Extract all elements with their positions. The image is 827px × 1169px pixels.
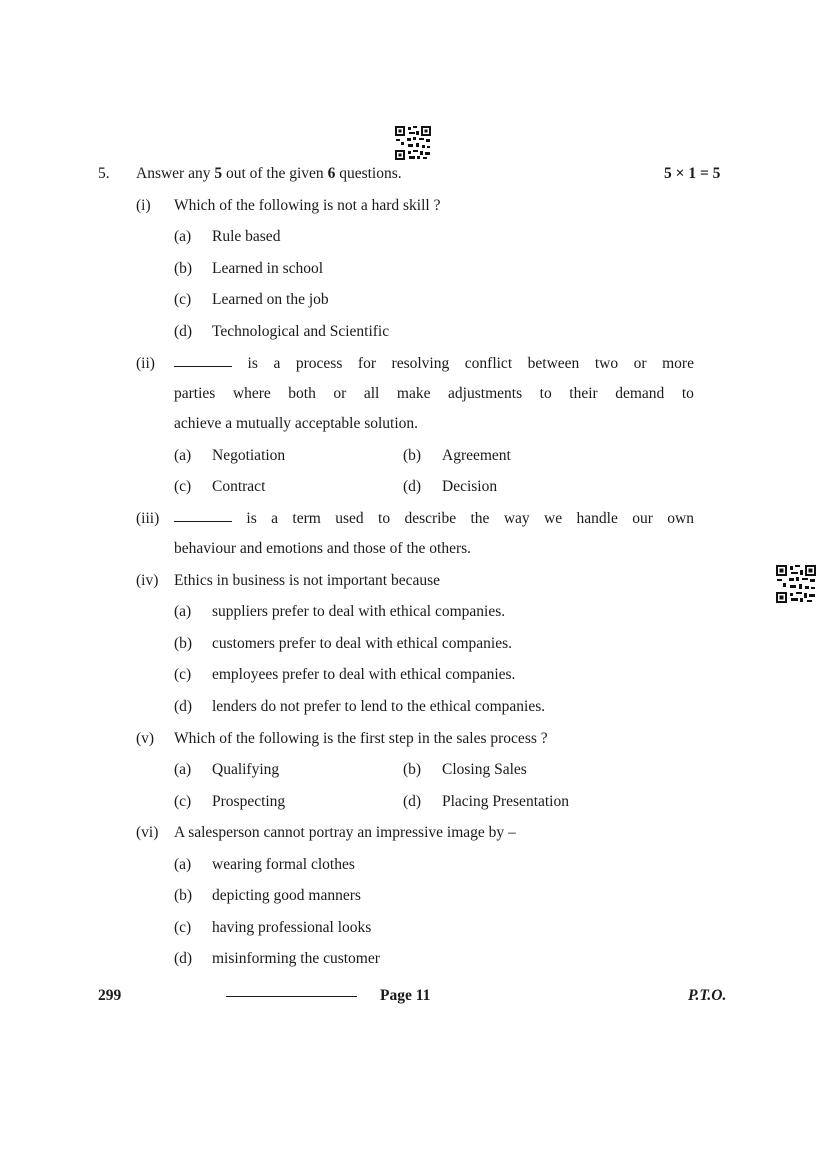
word: or <box>633 355 647 372</box>
instruction-text: out of the given <box>222 165 328 182</box>
option-letter: (c) <box>174 919 192 936</box>
subquestion-number: (iii) <box>136 510 160 527</box>
instruction-total: 6 <box>327 165 336 182</box>
word: to <box>378 510 391 527</box>
side-qr-code-icon <box>776 565 816 603</box>
word: both <box>288 385 316 402</box>
option-text: suppliers prefer to deal with ethical companies. <box>212 603 506 620</box>
word: we <box>544 510 563 527</box>
subquestion-line: achieve a mutually acceptable solution. <box>174 415 419 432</box>
subquestion-number: (iv) <box>136 572 159 589</box>
option-letter: (a) <box>174 228 192 245</box>
word: term <box>292 510 321 527</box>
word: more <box>662 355 694 372</box>
word: all <box>363 385 380 402</box>
subquestion-line <box>174 354 694 374</box>
option-letter: (d) <box>403 478 422 495</box>
option-text: having professional looks <box>212 919 372 936</box>
top-qr-code-icon <box>395 126 431 160</box>
subquestion-number: (i) <box>136 197 151 214</box>
word: between <box>527 355 580 372</box>
option-text: misinforming the customer <box>212 950 380 967</box>
question-number: 5. <box>98 165 110 182</box>
option-letter: (c) <box>174 666 192 683</box>
answer-blank <box>174 509 232 522</box>
option-letter: (a) <box>174 856 192 873</box>
word: handle <box>576 510 618 527</box>
option-letter: (b) <box>403 761 422 778</box>
word: process <box>295 355 343 372</box>
page-number: Page 11 <box>380 987 431 1004</box>
option-letter: (a) <box>174 447 192 464</box>
option-letter: (a) <box>174 603 192 620</box>
paper-code: 299 <box>98 987 122 1004</box>
question-marks: 5 × 1 = 5 <box>664 165 721 182</box>
word: a <box>271 510 279 527</box>
footer-divider <box>226 996 357 997</box>
subquestion-text: Which of the following is the first step in the sales process ? <box>174 730 548 747</box>
word: own <box>667 510 694 527</box>
option-text: lenders do not prefer to lend to the ethical companies. <box>212 698 546 715</box>
option-text: Agreement <box>442 447 511 464</box>
instruction-text: Answer any <box>136 165 215 182</box>
option-letter: (a) <box>174 761 192 778</box>
word: adjustments <box>448 385 523 402</box>
word: a <box>273 355 281 372</box>
option-letter: (d) <box>174 950 193 967</box>
option-text: Learned in school <box>212 260 324 277</box>
word: is <box>246 510 257 527</box>
word: where <box>232 385 271 402</box>
word: to <box>681 385 694 402</box>
word: resolving <box>391 355 450 372</box>
option-text: Technological and Scientific <box>212 323 390 340</box>
option-text: Learned on the job <box>212 291 329 308</box>
option-letter: (c) <box>174 793 192 810</box>
word: to <box>539 385 552 402</box>
subquestion-number: (v) <box>136 730 155 747</box>
subquestion-text: Ethics in business is not important because <box>174 572 441 589</box>
option-text: employees prefer to deal with ethical companies. <box>212 666 516 683</box>
option-letter: (d) <box>174 698 193 715</box>
word: is <box>247 355 258 372</box>
option-text: wearing formal clothes <box>212 856 355 873</box>
option-letter: (b) <box>174 635 193 652</box>
option-letter: (d) <box>174 323 193 340</box>
option-letter: (b) <box>174 887 193 904</box>
word: or <box>333 385 347 402</box>
subquestion-text: Which of the following is not a hard skill ? <box>174 197 441 214</box>
word: used <box>335 510 364 527</box>
subquestion-text: A salesperson cannot portray an impressive image by – <box>174 824 516 841</box>
question-instruction <box>136 164 402 184</box>
word: demand <box>615 385 665 402</box>
option-text: Contract <box>212 478 266 495</box>
subquestion-line: behaviour and emotions and those of the others. <box>174 540 472 557</box>
option-text: Rule based <box>212 228 281 245</box>
option-letter: (b) <box>403 447 422 464</box>
option-text: Qualifying <box>212 761 280 778</box>
subquestion-number: (ii) <box>136 355 155 372</box>
please-turn-over: P.T.O. <box>688 987 727 1004</box>
option-letter: (c) <box>174 291 192 308</box>
subquestion-number: (vi) <box>136 824 159 841</box>
option-text: Decision <box>442 478 498 495</box>
subquestion-line <box>174 509 694 529</box>
option-letter: (d) <box>403 793 422 810</box>
subquestion-line <box>174 384 694 404</box>
option-text: depicting good manners <box>212 887 361 904</box>
option-text: Negotiation <box>212 447 286 464</box>
answer-blank <box>174 354 232 367</box>
option-text: Placing Presentation <box>442 793 569 810</box>
instruction-count: 5 <box>214 165 223 182</box>
instruction-text: questions. <box>335 165 402 182</box>
word: their <box>569 385 598 402</box>
option-text: Closing Sales <box>442 761 527 778</box>
option-text: customers prefer to deal with ethical companies. <box>212 635 512 652</box>
option-letter: (c) <box>174 478 192 495</box>
option-letter: (b) <box>174 260 193 277</box>
word: way <box>503 510 530 527</box>
word: make <box>396 385 431 402</box>
word: parties <box>174 385 216 402</box>
option-text: Prospecting <box>212 793 286 810</box>
word: the <box>470 510 490 527</box>
word: our <box>632 510 653 527</box>
word: for <box>357 355 376 372</box>
word: conflict <box>464 355 513 372</box>
word: describe <box>404 510 457 527</box>
word: two <box>594 355 619 372</box>
